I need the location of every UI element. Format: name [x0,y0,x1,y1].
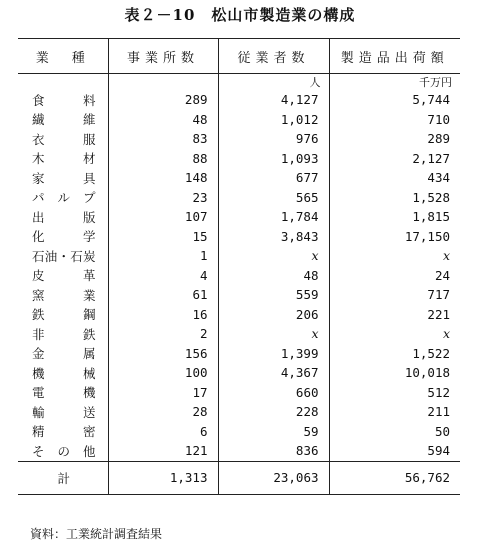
total-shipments: 56,762 [329,461,460,494]
establishments-cell: 88 [108,149,218,169]
employees-cell: 836 [218,441,329,461]
shipments-cell: 10,018 [329,363,460,383]
shipments-cell: 24 [329,266,460,286]
shipments-cell: 512 [329,383,460,403]
employees-cell: 1,399 [218,344,329,364]
shipments-cell: 717 [329,285,460,305]
establishments-cell: 48 [108,110,218,130]
total-employees: 23,063 [218,461,329,494]
units-row [18,74,460,91]
establishments-cell: 28 [108,402,218,422]
shipments-cell: 211 [329,402,460,422]
employees-cell: 206 [218,305,329,325]
shipments-cell: 221 [329,305,460,325]
industry-name: 木材 [32,151,96,167]
establishments-cell: 61 [108,285,218,305]
table-row [18,168,460,188]
total-establishments: 1,313 [108,461,218,494]
establishments-cell: 15 [108,227,218,247]
industry-name: 窯業 [32,287,96,303]
table-row [18,188,460,208]
shipments-cell: 289 [329,129,460,149]
total-label: 計 [18,461,108,494]
employees-cell: 48 [218,266,329,286]
employees-cell: 1,012 [218,110,329,130]
table-row [18,441,460,461]
header-industry: 業 種 [18,39,108,74]
industry-name: 化学 [32,229,96,245]
shipments-cell: 1,815 [329,207,460,227]
establishments-cell: 83 [108,129,218,149]
industry-name: その他 [32,443,96,459]
manufacturing-table [18,38,460,495]
employees-cell: x [218,324,329,344]
unit-industry [18,74,108,91]
unit-employees: 人 [218,74,329,91]
table-row [18,129,460,149]
establishments-cell: 2 [108,324,218,344]
shipments-cell: 594 [329,441,460,461]
industry-name: 食料 [32,92,96,108]
employees-cell: 4,127 [218,90,329,110]
shipments-cell: 710 [329,110,460,130]
industry-name: 精密 [32,424,96,440]
table-row [18,363,460,383]
employees-cell: 677 [218,168,329,188]
employees-cell: 976 [218,129,329,149]
table-row [18,149,460,169]
employees-cell: 559 [218,285,329,305]
industry-name: 出版 [32,209,96,225]
table-row [18,90,460,110]
table-row [18,402,460,422]
table-row [18,110,460,130]
industry-name: 非鉄 [32,326,96,342]
employees-cell: 4,367 [218,363,329,383]
industry-name: パルプ [32,190,96,206]
employees-cell: 59 [218,422,329,442]
employees-cell: 565 [218,188,329,208]
table-row [18,344,460,364]
shipments-cell: 2,127 [329,149,460,169]
header-shipments: 製造品出荷額 [329,39,460,74]
table-row [18,285,460,305]
industry-name: 家具 [32,170,96,186]
establishments-cell: 100 [108,363,218,383]
industry-name: 電機 [32,385,96,401]
establishments-cell: 4 [108,266,218,286]
establishments-cell: 121 [108,441,218,461]
establishments-cell: 23 [108,188,218,208]
header-employees: 従業者数 [218,39,329,74]
unit-establishments [108,74,218,91]
industry-name: 機械 [32,365,96,381]
table-row [18,207,460,227]
header-establishments: 事業所数 [108,39,218,74]
establishments-cell: 1 [108,246,218,266]
shipments-cell: 1,522 [329,344,460,364]
shipments-cell: 1,528 [329,188,460,208]
establishments-cell: 156 [108,344,218,364]
table-row [18,227,460,247]
industry-name: 石油・石炭 [32,248,96,264]
shipments-cell: x [329,324,460,344]
establishments-cell: 16 [108,305,218,325]
industry-name: 金属 [32,346,96,362]
table-row [18,246,460,266]
establishments-cell: 6 [108,422,218,442]
shipments-cell: 17,150 [329,227,460,247]
total-row [18,461,460,494]
shipments-cell: 5,744 [329,90,460,110]
establishments-cell: 289 [108,90,218,110]
source-note: 資料：工業統計調査結果 [30,527,163,541]
employees-cell: 660 [218,383,329,403]
employees-cell: 1,784 [218,207,329,227]
header-row [18,39,460,74]
table-row [18,383,460,403]
industry-name: 輸送 [32,404,96,420]
establishments-cell: 107 [108,207,218,227]
employees-cell: 228 [218,402,329,422]
table-row [18,422,460,442]
shipments-cell: 434 [329,168,460,188]
industry-name: 衣服 [32,131,96,147]
establishments-cell: 148 [108,168,218,188]
shipments-cell: 50 [329,422,460,442]
employees-cell: x [218,246,329,266]
employees-cell: 1,093 [218,149,329,169]
table-row [18,324,460,344]
industry-name: 鉄鋼 [32,307,96,323]
table-row [18,266,460,286]
table-title: 表２－10 松山市製造業の構成 [124,6,356,24]
industry-name: 繊維 [32,112,96,128]
industry-name: 皮革 [32,268,96,284]
shipments-cell: x [329,246,460,266]
table-row [18,305,460,325]
establishments-cell: 17 [108,383,218,403]
employees-cell: 3,843 [218,227,329,247]
unit-shipments: 千万円 [329,74,460,91]
